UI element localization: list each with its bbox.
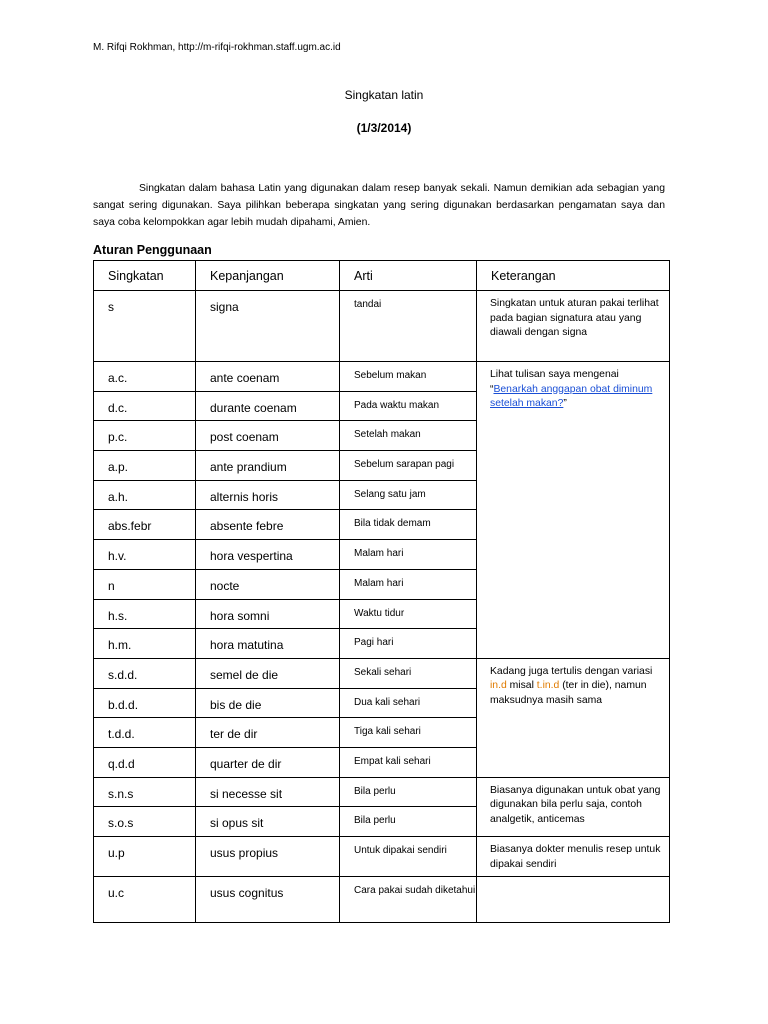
- meaning-cell: Bila tidak demam: [340, 510, 477, 540]
- expansion-cell: usus cognitus: [196, 877, 340, 923]
- abbr-cell: q.d.d: [94, 747, 196, 777]
- abbr-cell: p.c.: [94, 421, 196, 451]
- meaning-cell: tandai: [340, 291, 477, 362]
- notes-cell-self: Biasanya dokter menulis resep untuk dipakai sendiri: [477, 837, 670, 877]
- abbr-cell: h.s.: [94, 599, 196, 629]
- notes-cell-daily: [477, 658, 670, 777]
- meaning-cell: Sebelum sarapan pagi: [340, 451, 477, 481]
- daily-note-part1: Kadang juga tertulis dengan variasi: [490, 665, 653, 677]
- document-title: Singkatan latin: [344, 88, 424, 102]
- expansion-cell: bis de die: [196, 688, 340, 718]
- author-header: M. Rifqi Rokhman, http://m-rifqi-rokhman.staff.ugm.ac.id: [93, 42, 341, 53]
- expansion-cell: hora somni: [196, 599, 340, 629]
- expansion-cell: hora vespertina: [196, 540, 340, 570]
- abbr-cell: a.c.: [94, 362, 196, 392]
- expansion-cell: ante prandium: [196, 451, 340, 481]
- abbr-cell: s.n.s: [94, 777, 196, 807]
- expansion-cell: absente febre: [196, 510, 340, 540]
- abbr-cell: s.d.d.: [94, 658, 196, 688]
- daily-note-part2: misal: [506, 680, 537, 692]
- meaning-cell: Pada waktu makan: [340, 391, 477, 421]
- abbr-cell: s.o.s: [94, 807, 196, 837]
- meaning-cell: Empat kali sehari: [340, 747, 477, 777]
- expansion-cell: signa: [196, 291, 340, 362]
- meaning-cell: Untuk dipakai sendiri: [340, 837, 477, 877]
- variant-ind: in.d: [490, 680, 507, 692]
- abbr-cell: s: [94, 291, 196, 362]
- expansion-cell: alternis horis: [196, 480, 340, 510]
- abbr-cell: d.c.: [94, 391, 196, 421]
- header-abbr: Singkatan: [94, 261, 196, 291]
- document-date: (1/3/2014): [356, 121, 412, 135]
- meaning-cell: Malam hari: [340, 569, 477, 599]
- meaning-cell: Bila perlu: [340, 807, 477, 837]
- table-row: [94, 877, 670, 923]
- expansion-cell: nocte: [196, 569, 340, 599]
- expansion-cell: semel de die: [196, 658, 340, 688]
- expansion-cell: durante coenam: [196, 391, 340, 421]
- notes-cell-meal: [477, 362, 670, 659]
- abbr-cell: abs.febr: [94, 510, 196, 540]
- section-heading: Aturan Penggunaan: [93, 243, 212, 257]
- meaning-cell: Malam hari: [340, 540, 477, 570]
- abbreviation-table: [93, 260, 670, 923]
- expansion-cell: ante coenam: [196, 362, 340, 392]
- expansion-cell: post coenam: [196, 421, 340, 451]
- expansion-cell: usus propius: [196, 837, 340, 877]
- expansion-cell: si necesse sit: [196, 777, 340, 807]
- article-link[interactable]: Benarkah anggapan obat diminum setelah makan?: [490, 383, 653, 409]
- meaning-cell: Bila perlu: [340, 777, 477, 807]
- table-row: [94, 362, 670, 392]
- meaning-cell: Waktu tidur: [340, 599, 477, 629]
- intro-paragraph: Singkatan dalam bahasa Latin yang digunakan dalam resep banyak sekali. Namun demikian ada sebagian yang sangat sering digunakan. Saya pilihkan beberapa singkatan yang sering digunakan berdasarkan pengamatan saya dan saya coba kelompokkan agar lebih mudah dipahami, Amien.: [93, 183, 665, 228]
- abbr-cell: a.h.: [94, 480, 196, 510]
- abbr-cell: t.d.d.: [94, 718, 196, 748]
- header-meaning: Arti: [340, 261, 477, 291]
- notes-cell-empty: [477, 877, 670, 923]
- variant-tind: t.in.d: [536, 680, 560, 692]
- abbr-cell: b.d.d.: [94, 688, 196, 718]
- meaning-cell: Selang satu jam: [340, 480, 477, 510]
- header-expansion: Kepanjangan: [196, 261, 340, 291]
- abbr-cell: n: [94, 569, 196, 599]
- expansion-cell: ter de dir: [196, 718, 340, 748]
- meaning-cell: Sekali sehari: [340, 658, 477, 688]
- expansion-cell: hora matutina: [196, 629, 340, 659]
- meaning-cell: Sebelum makan: [340, 362, 477, 392]
- expansion-cell: quarter de dir: [196, 747, 340, 777]
- header-notes: Keterangan: [477, 261, 670, 291]
- table-row: [94, 658, 670, 688]
- abbr-cell: a.p.: [94, 451, 196, 481]
- meaning-cell: Dua kali sehari: [340, 688, 477, 718]
- notes-cell-signa: Singkatan untuk aturan pakai terlihat pada bagian signatura atau yang diawali dengan signa: [477, 291, 670, 362]
- meal-note-suffix: ”: [563, 398, 567, 409]
- meaning-cell: Tiga kali sehari: [340, 718, 477, 748]
- table-row: [94, 291, 670, 362]
- table-header-row: [94, 261, 670, 291]
- meaning-cell: Setelah makan: [340, 421, 477, 451]
- abbr-cell: h.v.: [94, 540, 196, 570]
- notes-cell-prn: Biasanya digunakan untuk obat yang digunakan bila perlu saja, contoh analgetik, anticemas: [477, 777, 670, 836]
- abbr-cell: u.p: [94, 837, 196, 877]
- table-row: [94, 837, 670, 877]
- abbr-cell: u.c: [94, 877, 196, 923]
- abbr-cell: h.m.: [94, 629, 196, 659]
- expansion-cell: si opus sit: [196, 807, 340, 837]
- daily-note-part3: (ter in die), namun maksudnya masih sama: [490, 680, 647, 706]
- meaning-cell: Pagi hari: [340, 629, 477, 659]
- meal-note-prefix: Lihat tulisan saya mengenai “: [490, 369, 619, 395]
- table-row: [94, 777, 670, 807]
- meaning-cell: Cara pakai sudah diketahui: [340, 877, 477, 923]
